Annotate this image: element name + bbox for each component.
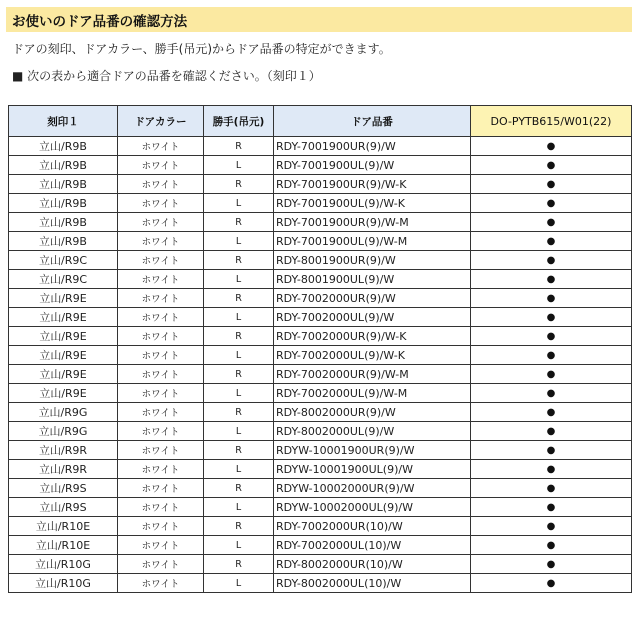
page-title: お使いのドア品番の確認方法 (6, 7, 632, 32)
cell-door-color: ホワイト (118, 251, 204, 270)
cell-hand: L (204, 498, 274, 517)
cell-hand: R (204, 175, 274, 194)
door-part-table (8, 105, 632, 593)
cell-door-color: ホワイト (118, 137, 204, 156)
cell-door-color: ホワイト (118, 175, 204, 194)
cell-door-part-number: RDYW-10001900UR(9)/W (274, 441, 471, 460)
table-row (9, 213, 632, 232)
cell-door-part-number: RDY-7002000UR(9)/W-K (274, 327, 471, 346)
cell-door-part-number: RDY-7002000UR(9)/W-M (274, 365, 471, 384)
cell-door-part-number: RDY-7001900UR(9)/W-K (274, 175, 471, 194)
table-row (9, 460, 632, 479)
cell-mark: 立山/R9E (9, 308, 118, 327)
cell-compatibility: ● (471, 251, 632, 270)
cell-door-part-number: RDY-7001900UL(9)/W-K (274, 194, 471, 213)
cell-compatibility: ● (471, 137, 632, 156)
header-door-color: ドアカラー (118, 106, 204, 137)
cell-door-part-number: RDYW-10002000UL(9)/W (274, 498, 471, 517)
cell-hand: L (204, 232, 274, 251)
cell-hand: R (204, 517, 274, 536)
table-row (9, 346, 632, 365)
cell-door-color: ホワイト (118, 289, 204, 308)
cell-mark: 立山/R9B (9, 194, 118, 213)
cell-mark: 立山/R9B (9, 213, 118, 232)
cell-compatibility: ● (471, 270, 632, 289)
cell-hand: L (204, 308, 274, 327)
cell-door-part-number: RDY-7002000UL(9)/W-M (274, 384, 471, 403)
table-row (9, 194, 632, 213)
cell-door-part-number: RDY-7001900UR(9)/W-M (274, 213, 471, 232)
cell-door-color: ホワイト (118, 346, 204, 365)
cell-mark: 立山/R10E (9, 517, 118, 536)
cell-door-part-number: RDY-7002000UR(10)/W (274, 517, 471, 536)
cell-compatibility: ● (471, 441, 632, 460)
cell-compatibility: ● (471, 555, 632, 574)
cell-door-color: ホワイト (118, 213, 204, 232)
cell-door-part-number: RDYW-10001900UL(9)/W (274, 460, 471, 479)
cell-compatibility: ● (471, 327, 632, 346)
cell-hand: R (204, 555, 274, 574)
cell-door-part-number: RDY-7002000UR(9)/W (274, 289, 471, 308)
cell-compatibility: ● (471, 422, 632, 441)
cell-compatibility: ● (471, 536, 632, 555)
cell-compatibility: ● (471, 574, 632, 593)
cell-door-color: ホワイト (118, 498, 204, 517)
table-body (9, 137, 632, 593)
cell-door-color: ホワイト (118, 555, 204, 574)
table-row (9, 422, 632, 441)
header-door-part-number: ドア品番 (274, 106, 471, 137)
cell-hand: R (204, 479, 274, 498)
cell-mark: 立山/R9E (9, 384, 118, 403)
cell-hand: L (204, 156, 274, 175)
cell-door-color: ホワイト (118, 403, 204, 422)
cell-mark: 立山/R10E (9, 536, 118, 555)
cell-door-part-number: RDY-7002000UL(9)/W-K (274, 346, 471, 365)
cell-mark: 立山/R9S (9, 479, 118, 498)
cell-hand: R (204, 365, 274, 384)
cell-door-part-number: RDY-8002000UR(10)/W (274, 555, 471, 574)
cell-door-part-number: RDY-7001900UL(9)/W-M (274, 232, 471, 251)
table-row (9, 232, 632, 251)
cell-door-color: ホワイト (118, 517, 204, 536)
cell-mark: 立山/R9E (9, 346, 118, 365)
instruction-text: ■ 次の表から適合ドアの品番を確認ください。（刻印１） (12, 69, 321, 83)
cell-compatibility: ● (471, 384, 632, 403)
cell-compatibility: ● (471, 194, 632, 213)
table-row (9, 137, 632, 156)
table-row (9, 156, 632, 175)
cell-hand: R (204, 289, 274, 308)
cell-door-color: ホワイト (118, 270, 204, 289)
cell-mark: 立山/R9E (9, 327, 118, 346)
cell-door-part-number: RDY-7002000UL(10)/W (274, 536, 471, 555)
cell-hand: L (204, 574, 274, 593)
table-row (9, 308, 632, 327)
cell-hand: L (204, 384, 274, 403)
cell-hand: L (204, 536, 274, 555)
table-row (9, 479, 632, 498)
cell-mark: 立山/R9C (9, 270, 118, 289)
table-header-row (9, 106, 632, 137)
cell-mark: 立山/R9B (9, 137, 118, 156)
cell-compatibility: ● (471, 289, 632, 308)
cell-door-color: ホワイト (118, 460, 204, 479)
cell-compatibility: ● (471, 213, 632, 232)
table-row (9, 574, 632, 593)
cell-mark: 立山/R9B (9, 175, 118, 194)
cell-hand: R (204, 137, 274, 156)
cell-mark: 立山/R10G (9, 555, 118, 574)
cell-compatibility: ● (471, 365, 632, 384)
cell-hand: R (204, 213, 274, 232)
cell-door-color: ホワイト (118, 327, 204, 346)
cell-door-part-number: RDYW-10002000UR(9)/W (274, 479, 471, 498)
table-row (9, 517, 632, 536)
cell-door-part-number: RDY-8002000UL(9)/W (274, 422, 471, 441)
cell-compatibility: ● (471, 175, 632, 194)
table-row (9, 441, 632, 460)
cell-door-color: ホワイト (118, 194, 204, 213)
cell-hand: L (204, 422, 274, 441)
cell-mark: 立山/R9C (9, 251, 118, 270)
cell-door-part-number: RDY-8002000UL(10)/W (274, 574, 471, 593)
table-row (9, 365, 632, 384)
header-hand: 勝手(吊元) (204, 106, 274, 137)
cell-mark: 立山/R9R (9, 441, 118, 460)
cell-door-color: ホワイト (118, 308, 204, 327)
cell-hand: L (204, 270, 274, 289)
cell-hand: L (204, 346, 274, 365)
cell-door-color: ホワイト (118, 232, 204, 251)
cell-door-color: ホワイト (118, 422, 204, 441)
cell-compatibility: ● (471, 232, 632, 251)
cell-compatibility: ● (471, 346, 632, 365)
cell-compatibility: ● (471, 156, 632, 175)
cell-door-part-number: RDY-7001900UR(9)/W (274, 137, 471, 156)
cell-door-part-number: RDY-8001900UR(9)/W (274, 251, 471, 270)
cell-door-part-number: RDY-8002000UR(9)/W (274, 403, 471, 422)
table-row (9, 403, 632, 422)
cell-compatibility: ● (471, 308, 632, 327)
cell-door-color: ホワイト (118, 574, 204, 593)
cell-mark: 立山/R9E (9, 365, 118, 384)
cell-hand: R (204, 251, 274, 270)
cell-mark: 立山/R10G (9, 574, 118, 593)
cell-compatibility: ● (471, 517, 632, 536)
intro-text: ドアの刻印、ドアカラー、勝手(吊元)からドア品番の特定ができます。 (12, 42, 391, 56)
cell-door-part-number: RDY-7002000UL(9)/W (274, 308, 471, 327)
cell-mark: 立山/R9S (9, 498, 118, 517)
cell-door-color: ホワイト (118, 479, 204, 498)
cell-hand: R (204, 403, 274, 422)
table-row (9, 270, 632, 289)
cell-door-part-number: RDY-7001900UL(9)/W (274, 156, 471, 175)
cell-door-color: ホワイト (118, 156, 204, 175)
table-row (9, 555, 632, 574)
cell-door-color: ホワイト (118, 365, 204, 384)
cell-mark: 立山/R9B (9, 156, 118, 175)
cell-mark: 立山/R9B (9, 232, 118, 251)
cell-compatibility: ● (471, 403, 632, 422)
table-row (9, 251, 632, 270)
table-row (9, 536, 632, 555)
cell-hand: R (204, 441, 274, 460)
table-row (9, 289, 632, 308)
cell-door-part-number: RDY-8001900UL(9)/W (274, 270, 471, 289)
cell-door-color: ホワイト (118, 441, 204, 460)
cell-hand: R (204, 327, 274, 346)
cell-hand: L (204, 194, 274, 213)
cell-door-color: ホワイト (118, 384, 204, 403)
table-row (9, 327, 632, 346)
cell-door-color: ホワイト (118, 536, 204, 555)
cell-mark: 立山/R9R (9, 460, 118, 479)
table-row (9, 384, 632, 403)
cell-compatibility: ● (471, 460, 632, 479)
cell-compatibility: ● (471, 498, 632, 517)
table-row (9, 175, 632, 194)
cell-mark: 立山/R9G (9, 403, 118, 422)
cell-compatibility: ● (471, 479, 632, 498)
header-mark: 刻印１ (9, 106, 118, 137)
cell-hand: L (204, 460, 274, 479)
cell-mark: 立山/R9E (9, 289, 118, 308)
header-compatible-model: DO-PYTB615/W01(22) (471, 106, 632, 137)
table-row (9, 498, 632, 517)
cell-mark: 立山/R9G (9, 422, 118, 441)
